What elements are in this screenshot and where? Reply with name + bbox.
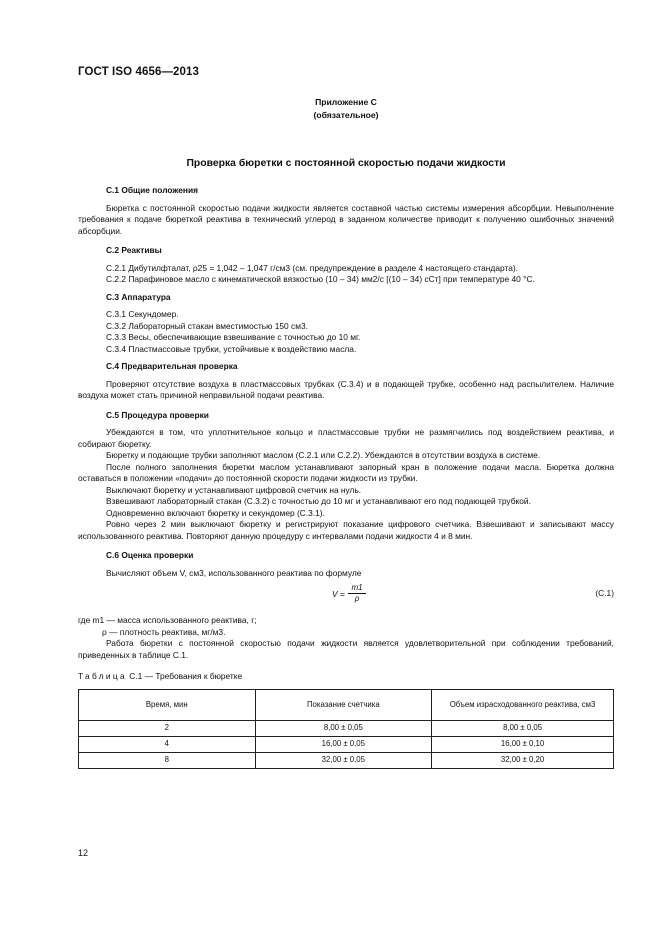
table-caption-text: С.1 — Требования к бюретке [129,671,243,681]
table-row [79,752,614,768]
column-header: Время, мин [79,689,256,720]
paragraph: Взвешивают лабораторный стакан (С.3.2) с точностью до 10 мг и устанавливают его под подающей трубкой. [106,496,531,506]
document-body [78,185,614,769]
table-caption-prefix: Таблица [78,671,127,681]
requirements-table [78,689,614,769]
formula-number: (С.1) [595,588,614,598]
annex-title: Проверка бюретки с постоянной скоростью подачи жидкости [186,158,506,169]
table-cell: 2 [79,720,256,736]
formula-explanation: где m1 — масса использованного реактива, г; [78,615,257,625]
formula-fraction [348,583,366,604]
paragraph: Ровно через 2 мин выключают бюретку и регистрируют показание цифрового счетчика. Взвешивают и записывают массу использованного реактива. Повторяют данную процедуру с интервалами подачи жидкости 4 и 8 мин. [78,519,614,541]
table-caption [78,671,614,683]
formula-denominator: ρ [354,594,360,603]
table-row [79,736,614,752]
annex-heading [78,96,614,122]
section-heading-c4: С.4 Предварительная проверка [106,361,238,371]
paragraph: Убеждаются в том, что уплотнительное кольцо и пластмассовые трубки не размягчились под воздействием реактива, и собирают бюретку. [78,427,614,449]
paragraph: После полного заполнения бюретки маслом устанавливают запорный кран в положение подачи масла. Бюретка должна оставаться в положении «подачи» до постоянной скорости подачи жидкости из трубки. [78,461,614,483]
paragraph: Бюретка с постоянной скоростью подачи жидкости является составной частью системы измерения абсорбции. Невыполнение требования к подаче бюреткой реактива в технический углерод в заданном количестве приводит к получению ошибочных значений абсорбции. [78,202,614,236]
column-header: Объем израсходованного реактива, см3 [432,689,614,720]
list-item: С.3.4 Пластмассовые трубки, устойчивые к воздействию масла. [106,343,357,354]
table-cell: 32,00 ± 0,05 [255,752,432,768]
section-heading-c1: С.1 Общие положения [106,185,199,195]
table-cell: 16,00 ± 0,05 [255,736,432,752]
paragraph: Выключают бюретку и устанавливают цифровой счетчик на нуль. [106,484,362,495]
section-heading-c2: С.2 Реактивы [106,245,162,255]
list-item: С.2.2 Парафиновое масло с кинематической вязкостью (10 – 34) мм2/с [(10 – 34) сСт] при температуре 40 °С. [106,274,535,284]
section-heading-c6: С.6 Оценка проверки [106,550,194,560]
formula-equals: = [340,589,345,599]
section-heading-c5: С.5 Процедура проверки [106,409,209,420]
annex-status: (обязательное) [313,110,379,120]
formula-explanation: ρ — плотность реактива, мг/м3. [102,626,226,637]
list-item: С.3.2 Лабораторный стакан вместимостью 150 см3. [106,320,308,331]
formula-c1 [78,583,614,613]
paragraph: Вычисляют объем V, см3, использованного реактива по формуле [106,567,362,578]
table-cell: 4 [79,736,256,752]
section-heading-c3: С.3 Аппаратура [106,291,171,302]
table-cell: 8,00 ± 0,05 [255,720,432,736]
formula-numerator: m1 [348,583,366,594]
list-item: С.3.3 Весы, обеспечивающие взвешивание с точностью до 10 мг. [106,332,361,342]
annex-name: Приложение С [315,97,377,107]
table-header-row [79,689,614,720]
paragraph: Бюретку и подающие трубки заполняют маслом (С.2.1 или С.2.2). Убеждаются в отсутствии воздуха в системе. [106,450,541,460]
table-cell: 16,00 ± 0,10 [432,736,614,752]
table-cell: 8,00 ± 0,05 [432,720,614,736]
table-cell: 8 [79,752,256,768]
table-cell: 32,00 ± 0,20 [432,752,614,768]
paragraph: Работа бюретки с постоянной скоростью подачи жидкости является удовлетворительной при соблюдении требований, приведенных в таблице С.1. [78,638,614,660]
document-code: ГОСТ ISO 4656—2013 [78,66,200,78]
table-row [79,720,614,736]
paragraph: Одновременно включают бюретку и секундомер (С.3.1). [106,507,325,518]
paragraph: Проверяют отсутствие воздуха в пластмассовых трубках (С.3.4) и в подающей трубке, особенно над распылителем. Наличие воздуха может стать причиной неправильной подачи реактива. [78,378,614,400]
formula-lhs: V [332,589,338,599]
page-number: 12 [78,848,89,858]
column-header: Показание счетчика [255,689,432,720]
list-item: С.3.1 Секундомер. [106,309,179,319]
list-item: С.2.1 Дибутилфталат, ρ25 = 1,042 – 1,047 г/см3 (см. предупреждение в разделе 4 настоящего стандарта). [106,262,518,273]
